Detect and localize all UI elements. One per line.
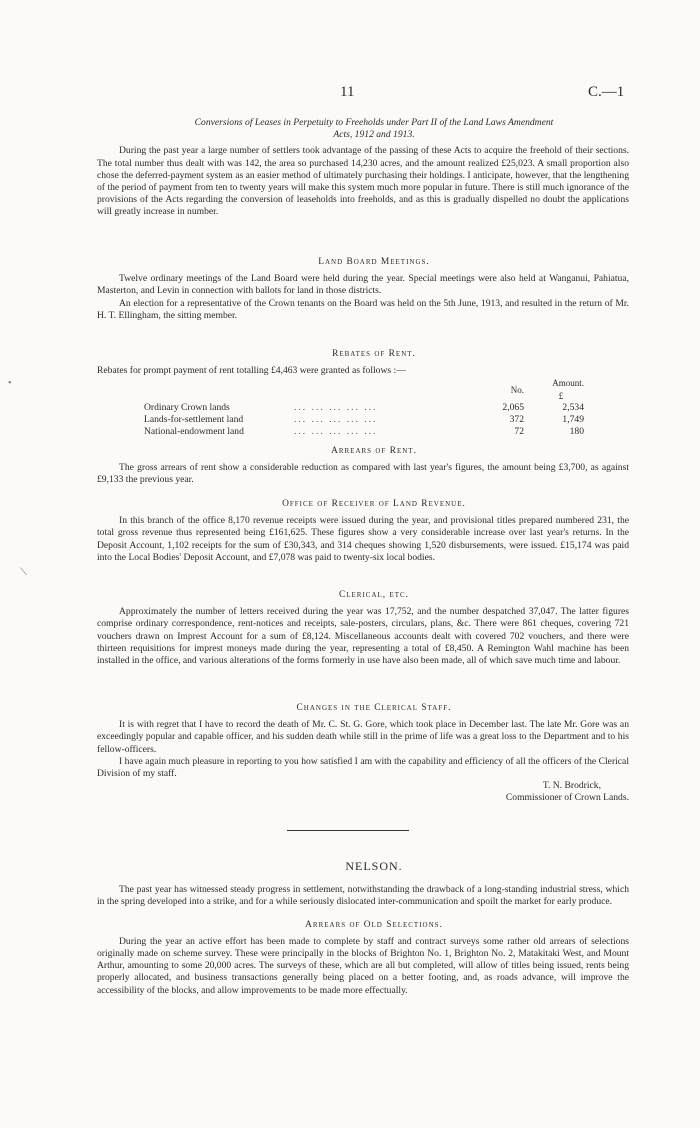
page-number: 11	[340, 84, 355, 100]
land-board-paragraph-1: Twelve ordinary meetings of the Land Board were held during the year. Special meetings were also held at Wanganui, Pahiatua, Masterton, and Levin in connection with ballots for land in those districts.	[97, 273, 629, 297]
conversions-title-line1: Conversions of Leases in Perpetuity to Freeholds under Part II of the Land Laws Amendment	[194, 117, 554, 128]
table-row	[144, 426, 584, 438]
land-board-section	[97, 256, 629, 322]
land-board-paragraph-2: An election for a representative of the Crown tenants on the Board was held on the 5th June, 1913, and resulted in the return of Mr. H. T. Ellingham, the sitting member.	[97, 297, 629, 321]
nelson-section	[97, 860, 629, 997]
rebates-section	[97, 348, 629, 438]
leader-dots: ... ... ... ... ...	[294, 426, 378, 438]
old-selections-paragraph: During the year an active effort has been made to complete by staff and contract surveys some rather old arrears of selections originally made on scheme survey. These were principally in the blocks of Brighton No. 1, Brighton No. 2, Matakitaki West, and Mount Arthur, amounting to some 20,000 acres. The surveys of these, which are all but completed, will allow of titles being issued, rents being properly allocated, and business transactions generally being placed on a better footing, and, as roads advance, will improve the accessibility of the blocks, and allow improvements to be made more effectually.	[97, 935, 629, 996]
signature-name: T. N. Brodrick,	[542, 780, 601, 792]
rebate-row-label: National-endowment land	[144, 426, 244, 438]
staff-paragraph-2: I have again much pleasure in reporting to you how satisfied I am with the capability and efficiency of all the officers of the Clerical Division of my staff.	[97, 755, 629, 780]
old-selections-heading: Arrears of Old Selections.	[305, 919, 443, 930]
nelson-heading: NELSON.	[345, 859, 403, 873]
rebate-row-label: Lands-for-settlement land	[144, 414, 244, 426]
rebates-intro: Rebates for prompt payment of rent totalling £4,463 were granted as follows :—	[97, 365, 406, 377]
rebates-table-header	[144, 377, 584, 401]
table-row	[144, 414, 584, 426]
margin-mark: ⟍	[20, 567, 27, 578]
staff-paragraph-1: It is with regret that I have to record the death of Mr. C. St. G. Gore, which took place in December last. The late Mr. Gore was an exceedingly popular and capable officer, and his sudden death while still in the prime of life was a great loss to the Department and to his fellow-officers.	[97, 719, 629, 755]
land-board-heading: Land Board Meetings.	[318, 257, 430, 267]
staff-heading: Changes in the Clerical Staff.	[296, 703, 452, 713]
rebate-row-label: Ordinary Crown lands	[144, 401, 230, 413]
rebates-col-unit: £	[558, 390, 564, 401]
arrears-heading: Arrears of Rent.	[331, 446, 417, 456]
nelson-paragraph: The past year has witnessed steady progress in settlement, notwithstanding the drawback of a long-standing industrial stress, which in the spring developed into a strike, and for a while seriously dislocated inter-communication and spoilt the market for early produce.	[97, 884, 629, 908]
rebate-row-amount: 1,749	[562, 414, 584, 426]
clerical-section	[97, 589, 629, 667]
clerical-paragraph: Approximately the number of letters received during the year was 17,752, and the number despatched 37,047. The latter figures comprise ordinary correspondence, rent-notices and receipts, sale-posters, circulars, plans, &c. There were 861 cheques, covering 721 vouchers drawn on Imprest Account for a sum of £8,124. Miscellaneous accounts dealt with covered 702 vouchers, and there were thirteen requisitions for imprest moneys made during the year, representing a total of £8,450. A Remington Wahl machine has been installed in the office, and various alterations of the forms formerly in use have also been made, all of which save much time and labour.	[97, 606, 629, 667]
rebates-col-amount: Amount.	[552, 378, 584, 389]
signature-title: Commissioner of Crown Lands.	[505, 792, 629, 804]
table-row	[144, 402, 584, 414]
rebates-heading: Rebates of Rent.	[332, 349, 416, 359]
conversions-section	[97, 117, 629, 219]
rebates-col-no: No.	[510, 384, 524, 395]
leader-dots: ... ... ... ... ...	[294, 401, 378, 413]
rebate-row-amount: 2,534	[562, 401, 584, 413]
leader-dots: ... ... ... ... ...	[294, 414, 378, 426]
arrears-section	[97, 445, 629, 487]
clerical-heading: Clerical, etc.	[338, 590, 410, 600]
staff-section	[97, 702, 629, 805]
receiver-heading: Office of Receiver of Land Revenue.	[282, 499, 466, 509]
section-divider	[287, 830, 409, 831]
arrears-paragraph: The gross arrears of rent show a considerable reduction as compared with last year's figures, the amount being £3,700, as against £9,133 the previous year.	[97, 462, 629, 486]
rebate-row-no: 72	[514, 426, 524, 438]
receiver-section	[97, 498, 629, 564]
rebates-table	[144, 377, 584, 438]
rebate-row-amount: 180	[569, 426, 584, 438]
rebate-row-no: 372	[509, 414, 524, 426]
document-reference: C.—1	[588, 84, 625, 100]
conversions-title-line2: Acts, 1912 and 1913.	[333, 129, 415, 141]
rebate-row-no: 2,065	[502, 401, 524, 413]
conversions-paragraph: During the past year a large number of settlers took advantage of the passing of these Acts to acquire the freehold of their sections. The total number thus dealt with was 142, the area so purchased 14,230 acres, and the amount realized £25,023. A small proportion also chose the deferred-payment system as an easier method of ultimately purchasing their holdings. I anticipate, however, that the lengthening of the period of payment from ten to twenty years will make this system much more popular in future. There is still much ignorance of the provisions of the Acts regarding the conversion of leaseholds into freeholds, and as this is gradually dispelled no doubt the applications will greatly increase in number.	[97, 145, 629, 218]
margin-mark: •	[8, 378, 12, 389]
receiver-paragraph: In this branch of the office 8,170 revenue receipts were issued during the year, and provisional titles prepared numbered 231, the total gross revenue thus represented being £161,625. These figures show a very considerable increase over last year's returns. In the Deposit Account, 1,102 receipts for the sum of £30,343, and 314 cheques showing 1,520 disbursements, were issued. £15,174 was paid into the Local Bodies' Deposit Account, and £7,078 was paid to twenty-six local bodies.	[97, 515, 629, 563]
